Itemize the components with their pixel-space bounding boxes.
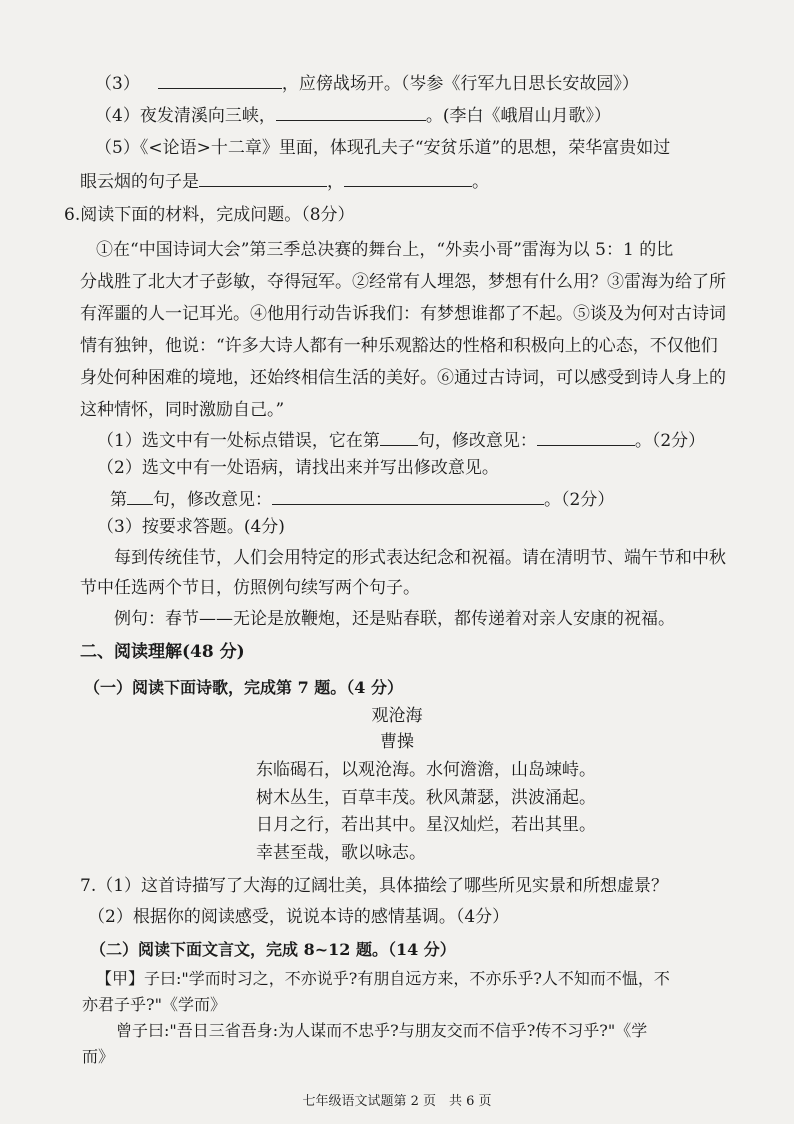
q6-sub3-paragraph: 节中任选两个节日，仿照例句续写两个句子。	[80, 578, 420, 598]
poem-line: 幸甚至哉，歌以咏志。	[256, 843, 426, 863]
q6-paragraph-line: 这种情怀，同时激励自己。”	[80, 400, 285, 420]
q6-sub2-answer: 第 句，修改意见： 。（2分）	[110, 486, 614, 512]
q6-paragraph-line: 分战胜了北大才子彭敏，夺得冠军。②经常有人埋怨，梦想有什么用？③雷海为给了所	[80, 272, 726, 292]
section2-heading: 二、阅读理解(48 分)	[80, 642, 245, 662]
q6-sub3: （3）按要求答题。(4分)	[97, 517, 285, 537]
q6-paragraph-line: 身处何种困难的境地，还始终相信生活的美好。⑥通过古诗词，可以感受到诗人身上的	[80, 368, 726, 388]
q6-sub3-paragraph: 每到传统佳节，人们会用特定的形式表达纪念和祝福。请在清明节、端午节和中秋	[114, 548, 726, 568]
q6-paragraph-line: 情有独钟，他说：“许多大诗人都有一种乐观豁达的性格和积极向上的心态，不仅他们	[80, 336, 718, 356]
q6-sub3-example: 例句：春节——无论是放鞭炮，还是贴春联，都传递着对亲人安康的祝福。	[114, 609, 675, 629]
answer-blank[interactable]	[199, 168, 327, 187]
classical-text-zengzi: 而》	[82, 1047, 115, 1066]
classical-text-zengzi: 曾子曰:"吾日三省吾身:为人谋而不忠乎?与朋友交而不信乎?传不习乎?"《学	[116, 1021, 648, 1040]
page-footer: 七年级语文试题第 2 页 共 6 页	[302, 1094, 492, 1109]
q6-sub1: （1）选文中有一处标点错误，它在第 句，修改意见： 。（2分）	[97, 427, 705, 453]
answer-blank[interactable]	[344, 168, 472, 187]
q5-item3: （3） ，应傍战场开。（岑参《行军九日思长安故园》）	[95, 70, 639, 96]
q7-part1: 7.（1）这首诗描写了大海的辽阔壮美，具体描绘了哪些所见实景和所想虚景？	[80, 876, 669, 896]
q7-part2: （2）根据你的阅读感受，说说本诗的感情基调。（4分）	[88, 907, 510, 927]
answer-blank[interactable]	[537, 427, 635, 446]
answer-blank[interactable]	[127, 486, 153, 505]
q5-item5-line1: （5）《<论语>十二章》里面，体现孔夫子“安贫乐道”的思想，荣华富贵如过	[95, 138, 671, 158]
q6-sub2: （2）选文中有一处语病，请找出来并写出修改意见。	[97, 458, 499, 478]
poem-title: 观沧海	[371, 706, 423, 726]
part1-heading: （一）阅读下面诗歌，完成第 7 题。（4 分）	[84, 678, 403, 697]
answer-blank[interactable]	[158, 70, 282, 89]
q6-paragraph-line: ①在“中国诗词大会”第三季总决赛的舞台上，“外卖小哥”雷海为以 5：1 的比	[96, 240, 674, 260]
q6-paragraph-line: 有浑噩的人一记耳光。④他用行动告诉我们：有梦想谁都了不起。⑤谈及为何对古诗词	[80, 304, 726, 324]
poem-author: 曹操	[380, 732, 414, 752]
poem-line: 东临碣石，以观沧海。水何澹澹，山岛竦峙。	[256, 760, 596, 780]
poem-line: 树木丛生，百草丰茂。秋风萧瑟，洪波涌起。	[256, 788, 596, 808]
q6-heading: 6.阅读下面的材料，完成问题。（8分）	[64, 205, 355, 225]
q5-item4: （4）夜发清溪向三峡， 。(李白《峨眉山月歌》）	[95, 102, 611, 128]
poem-line: 日月之行，若出其中。星汉灿烂，若出其里。	[256, 815, 596, 835]
classical-text-jia: 亦君子乎?"《学而》	[82, 995, 226, 1014]
answer-blank[interactable]	[380, 427, 418, 446]
answer-blank[interactable]	[276, 102, 426, 121]
q5-item5-line2: 眼云烟的句子是 ， 。	[80, 168, 489, 194]
classical-text-jia: 【甲】子曰:"学而时习之，不亦说乎?有朋自远方来，不亦乐乎?人不知而不愠，不	[96, 969, 670, 988]
part2-heading: （二）阅读下面文言文，完成 8~12 题。（14 分）	[90, 940, 456, 959]
answer-blank[interactable]	[272, 486, 544, 505]
